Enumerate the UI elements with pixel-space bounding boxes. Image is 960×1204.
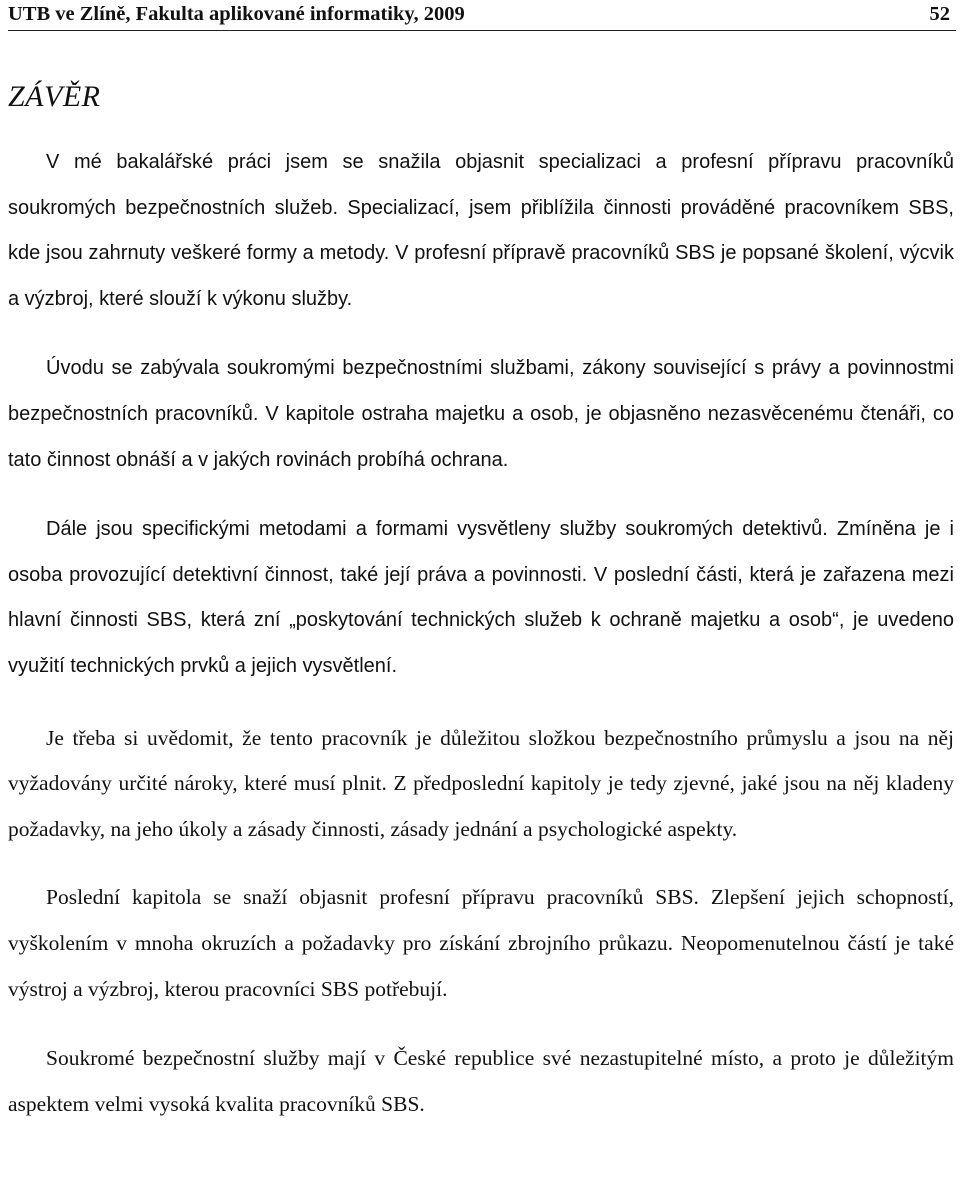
running-header	[8, 0, 956, 31]
page-number: 52	[929, 3, 950, 25]
paragraph-1: V mé bakalářské práci jsem se snažila objasnit specializaci a profesní přípravu pracovníků soukromých bezpečnostních služeb. Specializací, jsem přiblížila činnosti prováděné pracovníkem SBS, kde jsou zahrnuty veškeré formy a metody. V profesní přípravě pracovníků SBS je popsané školení, výcvik a výzbroj, které slouží k výkonu služby.	[8, 151, 954, 310]
paragraph-5: Poslední kapitola se snaží objasnit profesní přípravu pracovníků SBS. Zlepšení jejich schopností, vyškolením v mnoha okruzích a požadavky pro získání zbrojního průkazu. Neopomenutelnou částí je také výstroj a výzbroj, kterou pracovníci SBS potřebují.	[8, 885, 954, 1001]
body-text	[8, 140, 954, 1149]
header-institution: UTB ve Zlíně, Fakulta aplikované informatiky, 2009	[8, 3, 465, 25]
paragraph-2: Úvodu se zabývala soukromými bezpečnostními službami, zákony související s právy a povinnostmi bezpečnostních pracovníků. V kapitole ostraha majetku a osob, je objasněno nezasvěcenému čtenáři, co tato činnost obnáší a v jakých rovinách probíhá ochrana.	[8, 357, 954, 471]
paragraph-4: Je třeba si uvědomit, že tento pracovník je důležitou složkou bezpečnostního průmyslu a jsou na něj vyžadovány určité nároky, které musí plnit. Z předposlední kapitoly je tedy zjevné, jaké jsou na něj kladeny požadavky, na jeho úkoly a zásady činnosti, zásady jednání a psychologické aspekty.	[8, 725, 954, 841]
chapter-title: ZÁVĚR	[8, 80, 101, 113]
paragraph-6: Soukromé bezpečnostní služby mají v České republice své nezastupitelné místo, a proto je důležitým aspektem velmi vysoká kvalita pracovníků SBS.	[8, 1046, 954, 1116]
paragraph-3: Dále jsou specifickými metodami a formami vysvětleny služby soukromých detektivů. Zmíněna je i osoba provozující detektivní činnost, také její práva a povinnosti. V poslední části, která je zařazena mezi hlavní činnosti SBS, která zní „poskytování technických služeb k ochraně majetku a osob“, je uvedeno využití technických prvků a jejich vysvětlení.	[8, 518, 954, 677]
